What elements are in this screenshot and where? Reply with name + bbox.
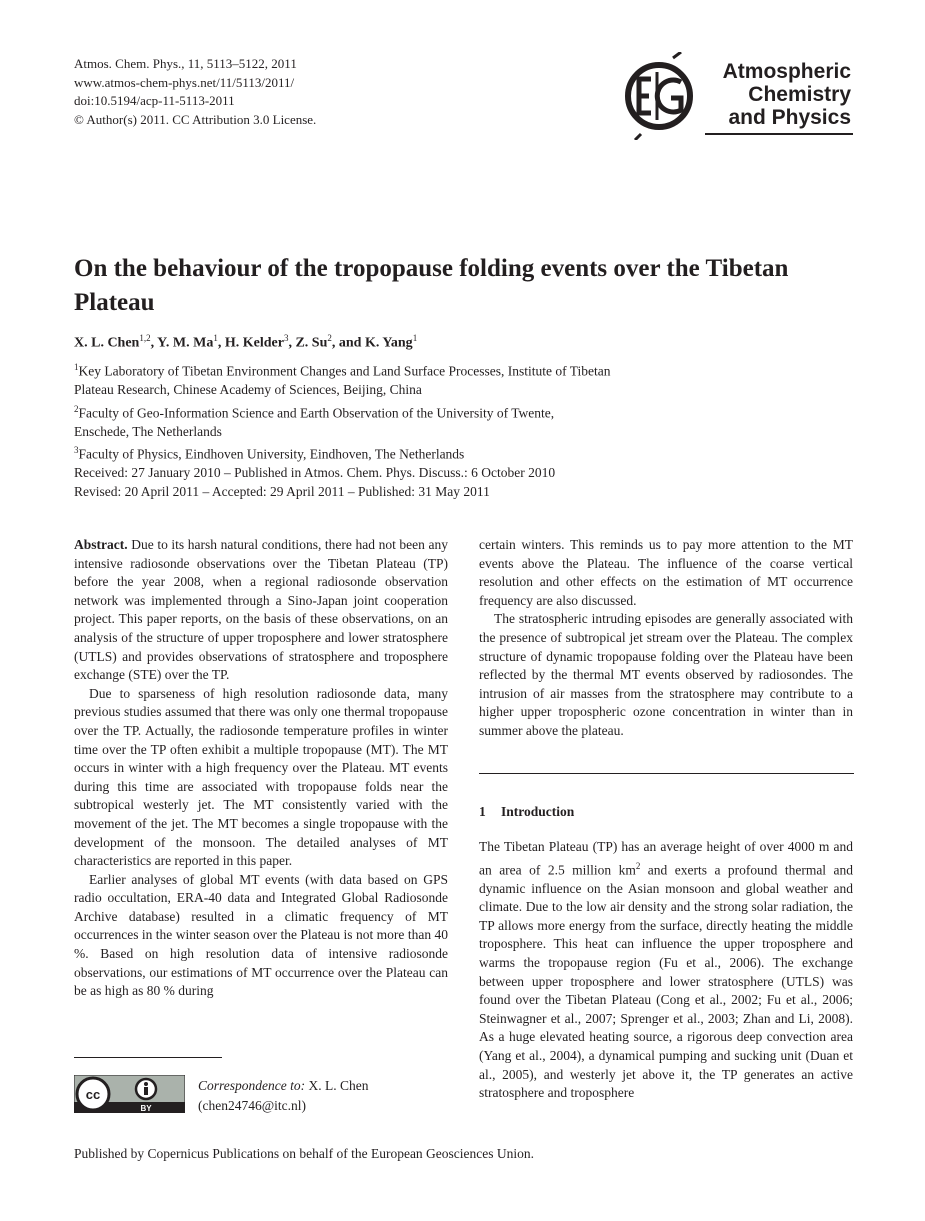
correspondence-line: [198, 1076, 368, 1096]
affiliation-1-cont: Plateau Research, Chinese Academy of Sciences, Beijing, China: [74, 382, 422, 398]
section-number: 1: [479, 804, 486, 819]
correspondence-email[interactable]: (chen24746@itc.nl): [198, 1098, 307, 1113]
author-separator: ,: [217, 335, 225, 351]
logo-line-2: Chemistry: [748, 83, 851, 106]
author-separator: , and: [331, 335, 365, 351]
paper-title: On the behaviour of the tropopause folding events over the Tibetan Plateau: [74, 255, 789, 316]
svg-text:cc: cc: [85, 1087, 101, 1102]
journal-url[interactable]: www.atmos-chem-phys.net/11/5113/2011/: [74, 74, 295, 90]
abstract-p2: Due to sparseness of high resolution radiosonde data, many previous studies assumed that there was only one thermal tropopause over the TP. Actually, the radiosonde temperature profiles in winter time over the TP often exhibit a multiple tropopause (MT). The MT occurs in winter with a high frequency over the Plateau. MT events during this time are associated with tropopause folds near the subtropical westerly jet. The MT consistently varied with the movement of the jet. The MT becomes a single tropopause with the development of the monsoon. The detailed analyses of MT characteristics are reported in this paper.: [74, 685, 448, 869]
egu-logo-icon: [621, 52, 699, 140]
author-separator: ,: [150, 335, 158, 351]
author-name: Y. M. Ma: [157, 335, 214, 351]
abstract-label: Abstract.: [74, 537, 128, 552]
abstract-column-left: [74, 536, 448, 1001]
journal-name: [703, 60, 851, 129]
abstract-p3: Earlier analyses of global MT events (with data based on GPS radio occultation, ERA-40 data and Integrated Global Radiosonde Archive database) resulted in a climatic frequency of MT occurrences in the winter season over the Plateau is not more than 40 %. Based on high resolution data of intensive radiosonde observations, our estimations of MT occurrence over the Plateau can be as high as 80 % during: [74, 871, 448, 999]
author-name: X. L. Chen: [74, 335, 140, 351]
author-affiliation-mark: 3: [283, 333, 289, 343]
footnote-rule: [74, 1057, 222, 1058]
correspondence-label: Correspondence to:: [198, 1078, 306, 1093]
author-name: H. Kelder: [224, 335, 284, 351]
affiliation-3: $^3$Faculty of Physics, Eindhoven University, Eindhoven, The Netherlands: [74, 445, 465, 462]
correspondence: [198, 1076, 368, 1116]
journal-citation: Atmos. Chem. Phys., 11, 5113–5122, 2011: [74, 56, 297, 71]
publication-dates: [74, 464, 555, 501]
affiliation-2: $^2$Faculty of Geo-Information Science and Earth Observation of the University of Twente,: [74, 403, 555, 421]
introduction-text: The Tibetan Plateau (TP) has an average height of over 4000 m and an area of 2.5 million $km^2$ and exerts a profound thermal and dynamic influence on the Asian monsoon and global weather and climate. Due to the low air density and the strong solar radiation, the TP allows more energy from the surface, directly heating the middle troposphere. This heat can influence the upper troposphere and warms the tropopause region (Fu et al., 2006). The exchange between upper troposphere and lower stratosphere (UTLS) was found over the Tibetan Plateau (Cong et al., 2002; Fu et al., 2006; Steinwagner et al., 2007; Sprenger et al., 2003; Zhan and Li, 2008). As a huge elevated heating source, a rigorous deep convection area (Yang et al., 2004), a dynamical pumping and sucking unit (Duan et al., 2005), and westerly jet above it, the TP generates an active stratosphere and troposphere: [479, 839, 854, 1101]
affiliation-1: $^1$Key Laboratory of Tibetan Environment Changes and Land Surface Processes, Institute of Tibetan: [74, 362, 611, 379]
section-title: Introduction: [501, 804, 575, 819]
section-heading-introduction: [479, 804, 574, 820]
logo-underline: [705, 133, 853, 135]
received-line: Received: 27 January 2010 – Published in Atmos. Chem. Phys. Discuss.: 6 October 2010: [74, 465, 556, 480]
affiliations: [74, 358, 854, 464]
author-affiliation-mark: 1,2: [139, 333, 151, 343]
author-name: K. Yang: [364, 335, 413, 351]
journal-logo: [621, 52, 853, 140]
author-affiliation-mark: 1: [213, 333, 218, 343]
cc-badge-label: BY: [140, 1104, 152, 1113]
affiliation-2-cont: Enschede, The Netherlands: [74, 423, 222, 439]
doi[interactable]: doi:10.5194/acp-11-5113-2011: [74, 93, 235, 108]
author-affiliation-mark: 1: [412, 333, 418, 343]
author-name: Z. Su: [295, 335, 328, 351]
revised-line: Revised: 20 April 2011 – Accepted: 29 April 2011 – Published: 31 May 2011: [74, 483, 490, 499]
journal-header: [74, 55, 316, 129]
correspondence-name: X. L. Chen: [305, 1078, 369, 1093]
author-list: [74, 333, 417, 352]
license-line: © Author(s) 2011. CC Attribution 3.0 License.: [74, 111, 317, 127]
author-separator: ,: [288, 335, 296, 351]
abstract-end-rule: [479, 773, 854, 774]
abstract-p1: Abstract. Due to its harsh natural conditions, there had not been any intensive radiosonde observations over the Tibetan Plateau (TP) before the year 2008, when a regional radiosonde observation network was implemented through a Sino-Japan joint cooperation project. This paper reports, on the basis of these observations, on an analysis of the structure of upper troposphere and lower stratosphere (UTLS) and provides observations of stratosphere and troposphere exchange (STE) over the TP.: [74, 537, 449, 683]
abstract-column-right: [479, 536, 853, 741]
page-footer: Published by Copernicus Publications on behalf of the European Geosciences Union.: [74, 1146, 535, 1161]
cc-by-license-icon[interactable]: [74, 1075, 185, 1113]
author-affiliation-mark: 2: [327, 333, 332, 343]
logo-line-1: Atmospheric: [722, 60, 851, 83]
abstract-p4: The stratospheric intruding episodes are generally associated with the presence of subtropical jet stream over the Plateau. The complex structure of dynamic tropopause folding over the Plateau have been reflected by the thermal MT events observed by radiosondes. The intrusion of air masses from the stratosphere may contribute to a higher upper tropospheric ozone concentration in winter than in summer above the plateau.: [479, 611, 853, 738]
logo-line-3: and Physics: [728, 106, 851, 129]
abstract-p3-cont: certain winters. This reminds us to pay more attention to the MT events above the Plateau. The influence of the coarse vertical resolution and other effects on the estimation of MT occurrence frequency are also discussed.: [479, 537, 853, 608]
